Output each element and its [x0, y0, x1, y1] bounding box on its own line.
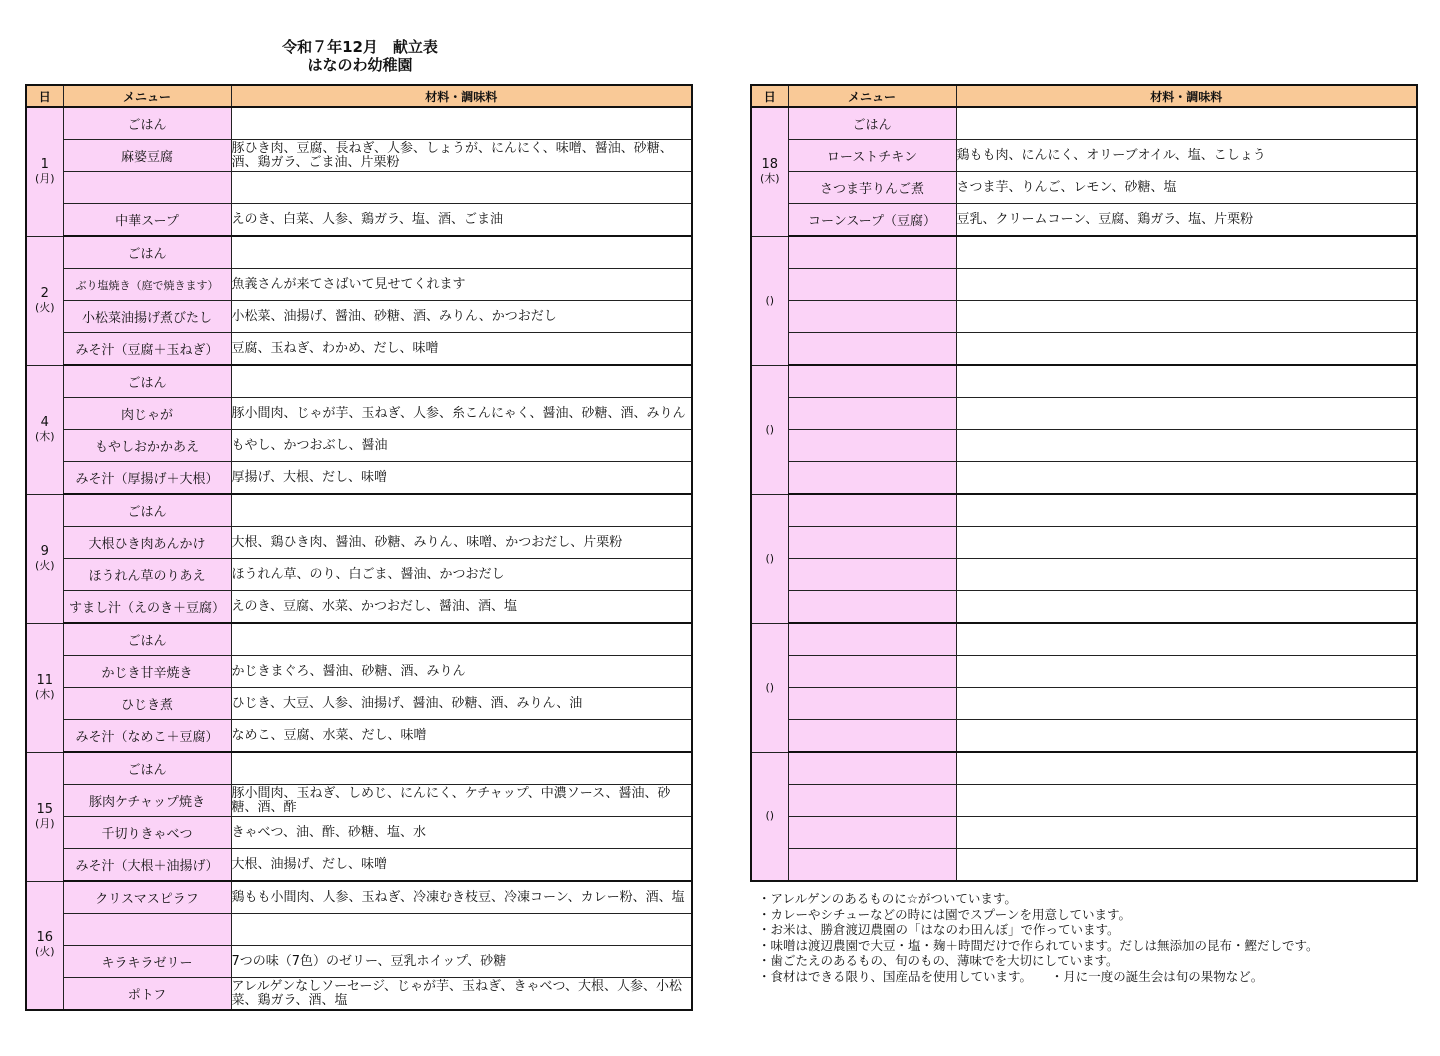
- dish-cell: [788, 527, 956, 559]
- ingredients-cell: [956, 591, 1417, 624]
- day-cell: [26, 236, 63, 365]
- table-row: [751, 688, 1417, 720]
- note-line: ・食材はできる限り、国産品を使用しています。 ・月に一度の誕生会は旬の果物など。: [758, 968, 1264, 984]
- dish-cell: ぶり塩焼き（庭で焼きます）: [63, 269, 231, 301]
- table-row: [751, 236, 1417, 269]
- day-cell: [26, 881, 63, 1010]
- day-weekday: (): [765, 293, 775, 307]
- table-row: [751, 623, 1417, 656]
- note-line: ・お米は、勝倉渡辺農園の「はなのわ田んぼ」で作っています。: [758, 922, 1120, 937]
- ingredients-cell: [956, 656, 1417, 688]
- dish-cell: すまし汁（えのき＋豆腐）: [63, 591, 231, 624]
- dish-cell: [788, 623, 956, 656]
- day-weekday: (): [765, 809, 775, 823]
- ingredients-cell: なめこ、豆腐、水菜、だし、味噌: [231, 720, 692, 753]
- dish-cell: みそ汁（なめこ＋豆腐）: [63, 720, 231, 753]
- table-row: [26, 527, 692, 559]
- table-row: [751, 269, 1417, 301]
- dish-cell: みそ汁（豆腐＋玉ねぎ）: [63, 333, 231, 366]
- dish-cell: [788, 365, 956, 398]
- ingredients-cell: [956, 107, 1417, 140]
- ingredients-cell: 厚揚げ、大根、だし、味噌: [231, 462, 692, 495]
- dish-cell: クリスマスピラフ: [63, 881, 231, 914]
- ingredients-cell: [956, 236, 1417, 269]
- table-row: [751, 462, 1417, 495]
- dish-cell: 千切りきゃべつ: [63, 817, 231, 849]
- table-row: [751, 817, 1417, 849]
- header-ingredients: 材料・調味料: [956, 85, 1417, 107]
- dish-cell: [63, 172, 231, 204]
- day-cell: [751, 365, 788, 494]
- ingredients-cell: [231, 107, 692, 140]
- table-row: [26, 752, 692, 785]
- dish-cell: [788, 559, 956, 591]
- dish-cell: みそ汁（大根＋油揚げ）: [63, 849, 231, 882]
- day-weekday: (木): [759, 171, 780, 185]
- table-row: [26, 301, 692, 333]
- dish-cell: [788, 430, 956, 462]
- day-cell: [26, 494, 63, 623]
- day-cell: [751, 623, 788, 752]
- table-row: [751, 365, 1417, 398]
- dish-cell: キラキラゼリー: [63, 946, 231, 978]
- dish-cell: 大根ひき肉あんかけ: [63, 527, 231, 559]
- dish-cell: コーンスープ（豆腐）: [788, 204, 956, 237]
- note-line: ・歯ごたえのあるもの、旬のもの、薄味でを大切にしています。: [758, 953, 1119, 968]
- table-row: [751, 140, 1417, 172]
- table-row: [26, 688, 692, 720]
- table-row: [751, 559, 1417, 591]
- dish-cell: さつま芋りんご煮: [788, 172, 956, 204]
- table-row: [751, 720, 1417, 753]
- table-row: [26, 430, 692, 462]
- dish-cell: [788, 301, 956, 333]
- table-row: [751, 494, 1417, 527]
- ingredients-cell: 豚小間肉、じゃが芋、玉ねぎ、人参、糸こんにゃく、醤油、砂糖、酒、みりん: [231, 398, 692, 430]
- dish-cell: [788, 591, 956, 624]
- day-date: 1: [40, 156, 49, 172]
- dish-cell: ローストチキン: [788, 140, 956, 172]
- dish-cell: ポトフ: [63, 978, 231, 1011]
- table-row: [26, 591, 692, 624]
- table-row: [26, 236, 692, 269]
- dish-cell: [788, 720, 956, 753]
- dish-cell: 中華スープ: [63, 204, 231, 237]
- day-date: 18: [761, 156, 779, 172]
- table-row: [26, 978, 692, 1011]
- dish-cell: [788, 462, 956, 495]
- header-day: 日: [26, 85, 63, 107]
- day-cell: [26, 752, 63, 881]
- ingredients-cell: [956, 527, 1417, 559]
- ingredients-cell: [956, 301, 1417, 333]
- table-row: [751, 527, 1417, 559]
- ingredients-cell: [231, 365, 692, 398]
- ingredients-cell: [956, 559, 1417, 591]
- note-line: ・カレーやシチューなどの時には園でスプーンを用意しています。: [758, 906, 1132, 922]
- table-header-row: [26, 85, 692, 107]
- day-date: 2: [40, 285, 49, 301]
- day-date: 16: [36, 930, 54, 946]
- ingredients-cell: ほうれん草、のり、白ごま、醤油、かつおだし: [231, 559, 692, 591]
- table-row: [26, 333, 692, 366]
- day-weekday: (月): [34, 171, 55, 185]
- ingredients-cell: [956, 720, 1417, 753]
- ingredients-cell: えのき、豆腐、水菜、かつおだし、醤油、酒、塩: [231, 591, 692, 624]
- dish-cell: [788, 269, 956, 301]
- dish-cell: [788, 849, 956, 882]
- ingredients-cell: [956, 494, 1417, 527]
- table-header-row: [751, 85, 1417, 107]
- table-row: [751, 172, 1417, 204]
- dish-cell: ごはん: [63, 494, 231, 527]
- day-weekday: (): [765, 551, 775, 565]
- dish-cell: ひじき煮: [63, 688, 231, 720]
- notes-section: [758, 891, 1418, 984]
- ingredients-cell: きゃべつ、油、酢、砂糖、塩、水: [231, 817, 692, 849]
- day-cell: [751, 107, 788, 236]
- day-weekday: (木): [34, 429, 55, 443]
- dish-cell: もやしおかかあえ: [63, 430, 231, 462]
- day-date: 9: [40, 543, 49, 559]
- ingredients-cell: ひじき、大豆、人参、油揚げ、醤油、砂糖、酒、みりん、油: [231, 688, 692, 720]
- ingredients-cell: 7つの味（7色）のゼリー、豆乳ホイップ、砂糖: [231, 946, 692, 978]
- dish-cell: [788, 656, 956, 688]
- ingredients-cell: [956, 623, 1417, 656]
- dish-cell: [788, 752, 956, 785]
- ingredients-cell: 鶏もも肉、にんにく、オリーブオイル、塩、こしょう: [956, 140, 1417, 172]
- table-row: [26, 720, 692, 753]
- dish-cell: 小松菜油揚げ煮びたし: [63, 301, 231, 333]
- dish-cell: 麻婆豆腐: [63, 140, 231, 172]
- dish-cell: [788, 817, 956, 849]
- ingredients-cell: [956, 269, 1417, 301]
- ingredients-cell: 豆乳、クリームコーン、豆腐、鶏ガラ、塩、片栗粉: [956, 204, 1417, 237]
- ingredients-cell: 大根、油揚げ、だし、味噌: [231, 849, 692, 882]
- day-weekday: (火): [34, 558, 55, 572]
- day-cell: [751, 752, 788, 881]
- day-date: 11: [36, 672, 54, 688]
- table-row: [26, 140, 692, 172]
- dish-cell: [788, 333, 956, 366]
- menu-table-left: [25, 84, 693, 1011]
- day-cell: [751, 236, 788, 365]
- table-row: [26, 849, 692, 882]
- table-row: [26, 365, 692, 398]
- dish-cell: ごはん: [63, 365, 231, 398]
- ingredients-cell: [956, 817, 1417, 849]
- ingredients-cell: アレルゲンなしソーセージ、じゃが芋、玉ねぎ、きゃべつ、大根、人参、小松菜、鶏ガラ、酒、塩: [231, 978, 692, 1011]
- table-row: [751, 398, 1417, 430]
- ingredients-cell: [956, 785, 1417, 817]
- header-day: 日: [751, 85, 788, 107]
- table-row: [26, 462, 692, 495]
- day-weekday: (): [765, 422, 775, 436]
- table-row: [26, 914, 692, 946]
- table-row: [26, 269, 692, 301]
- ingredients-cell: [956, 462, 1417, 495]
- ingredients-cell: [956, 365, 1417, 398]
- dish-cell: ごはん: [63, 752, 231, 785]
- ingredients-cell: [231, 623, 692, 656]
- page-title: [250, 38, 470, 74]
- ingredients-cell: 小松菜、油揚げ、醤油、砂糖、酒、みりん、かつおだし: [231, 301, 692, 333]
- table-row: [751, 333, 1417, 366]
- header-ingredients: 材料・調味料: [231, 85, 692, 107]
- table-row: [751, 752, 1417, 785]
- day-date: 4: [40, 414, 49, 430]
- table-row: [26, 172, 692, 204]
- ingredients-cell: [956, 688, 1417, 720]
- table-row: [26, 881, 692, 914]
- ingredients-cell: 豚ひき肉、豆腐、長ねぎ、人参、しょうが、にんにく、味噌、醤油、砂糖、酒、鶏ガラ、ごま油、片栗粉: [231, 140, 692, 172]
- ingredients-cell: かじきまぐろ、醤油、砂糖、酒、みりん: [231, 656, 692, 688]
- table-row: [751, 656, 1417, 688]
- ingredients-cell: [956, 752, 1417, 785]
- dish-cell: [788, 494, 956, 527]
- ingredients-cell: 鶏もも小間肉、人参、玉ねぎ、冷凍むき枝豆、冷凍コーン、カレー粉、酒、塩: [231, 881, 692, 914]
- dish-cell: ごはん: [63, 236, 231, 269]
- table-row: [26, 494, 692, 527]
- dish-cell: [63, 914, 231, 946]
- ingredients-cell: [956, 398, 1417, 430]
- ingredients-cell: [231, 752, 692, 785]
- ingredients-cell: 大根、鶏ひき肉、醤油、砂糖、みりん、味噌、かつおだし、片栗粉: [231, 527, 692, 559]
- table-row: [26, 398, 692, 430]
- day-cell: [751, 494, 788, 623]
- ingredients-cell: 豆腐、玉ねぎ、わかめ、だし、味噌: [231, 333, 692, 366]
- table-row: [751, 301, 1417, 333]
- dish-cell: かじき甘辛焼き: [63, 656, 231, 688]
- note-line: ・アレルゲンのあるものに☆がついています。: [758, 891, 1017, 906]
- day-weekday: (火): [34, 945, 55, 959]
- table-row: [26, 785, 692, 817]
- ingredients-cell: [231, 914, 692, 946]
- ingredients-cell: [956, 333, 1417, 366]
- table-row: [26, 946, 692, 978]
- table-row: [751, 107, 1417, 140]
- day-cell: [26, 365, 63, 494]
- table-row: [26, 107, 692, 140]
- dish-cell: [788, 236, 956, 269]
- day-cell: [26, 623, 63, 752]
- ingredients-cell: 魚義さんが来てさばいて見せてくれます: [231, 269, 692, 301]
- title-line-2: はなのわ幼稚園: [307, 56, 413, 74]
- table-row: [751, 430, 1417, 462]
- note-line: ・味噌は渡辺農園で大豆・塩・麹＋時間だけで作られています。だしは無添加の昆布・鰹だしです。: [758, 937, 1319, 953]
- dish-cell: 豚肉ケチャップ焼き: [63, 785, 231, 817]
- dish-cell: [788, 398, 956, 430]
- dish-cell: ごはん: [788, 107, 956, 140]
- day-weekday: (火): [34, 300, 55, 314]
- dish-cell: 肉じゃが: [63, 398, 231, 430]
- dish-cell: ごはん: [63, 623, 231, 656]
- dish-cell: [788, 688, 956, 720]
- ingredients-cell: えのき、白菜、人参、鶏ガラ、塩、酒、ごま油: [231, 204, 692, 237]
- ingredients-cell: [231, 494, 692, 527]
- menu-table-right: [750, 84, 1418, 882]
- table-row: [26, 559, 692, 591]
- header-menu: メニュー: [788, 85, 956, 107]
- dish-cell: ほうれん草のりあえ: [63, 559, 231, 591]
- table-row: [751, 785, 1417, 817]
- day-cell: [26, 107, 63, 236]
- dish-cell: [788, 785, 956, 817]
- table-row: [751, 204, 1417, 237]
- dish-cell: みそ汁（厚揚げ＋大根）: [63, 462, 231, 495]
- title-line-1: 令和７年12月 献立表: [282, 38, 438, 56]
- ingredients-cell: [231, 172, 692, 204]
- table-row: [26, 623, 692, 656]
- ingredients-cell: [956, 849, 1417, 882]
- day-weekday: (木): [34, 687, 55, 701]
- dish-cell: ごはん: [63, 107, 231, 140]
- day-date: 15: [36, 801, 54, 817]
- ingredients-cell: もやし、かつおぶし、醤油: [231, 430, 692, 462]
- table-row: [26, 817, 692, 849]
- ingredients-cell: [231, 236, 692, 269]
- day-weekday: (月): [34, 816, 55, 830]
- header-menu: メニュー: [63, 85, 231, 107]
- ingredients-cell: [956, 430, 1417, 462]
- table-row: [26, 656, 692, 688]
- ingredients-cell: 豚小間肉、玉ねぎ、しめじ、にんにく、ケチャップ、中濃ソース、醤油、砂糖、酒、酢: [231, 785, 692, 817]
- table-row: [751, 591, 1417, 624]
- table-row: [26, 204, 692, 237]
- table-row: [751, 849, 1417, 882]
- day-weekday: (): [765, 680, 775, 694]
- ingredients-cell: さつま芋、りんご、レモン、砂糖、塩: [956, 172, 1417, 204]
